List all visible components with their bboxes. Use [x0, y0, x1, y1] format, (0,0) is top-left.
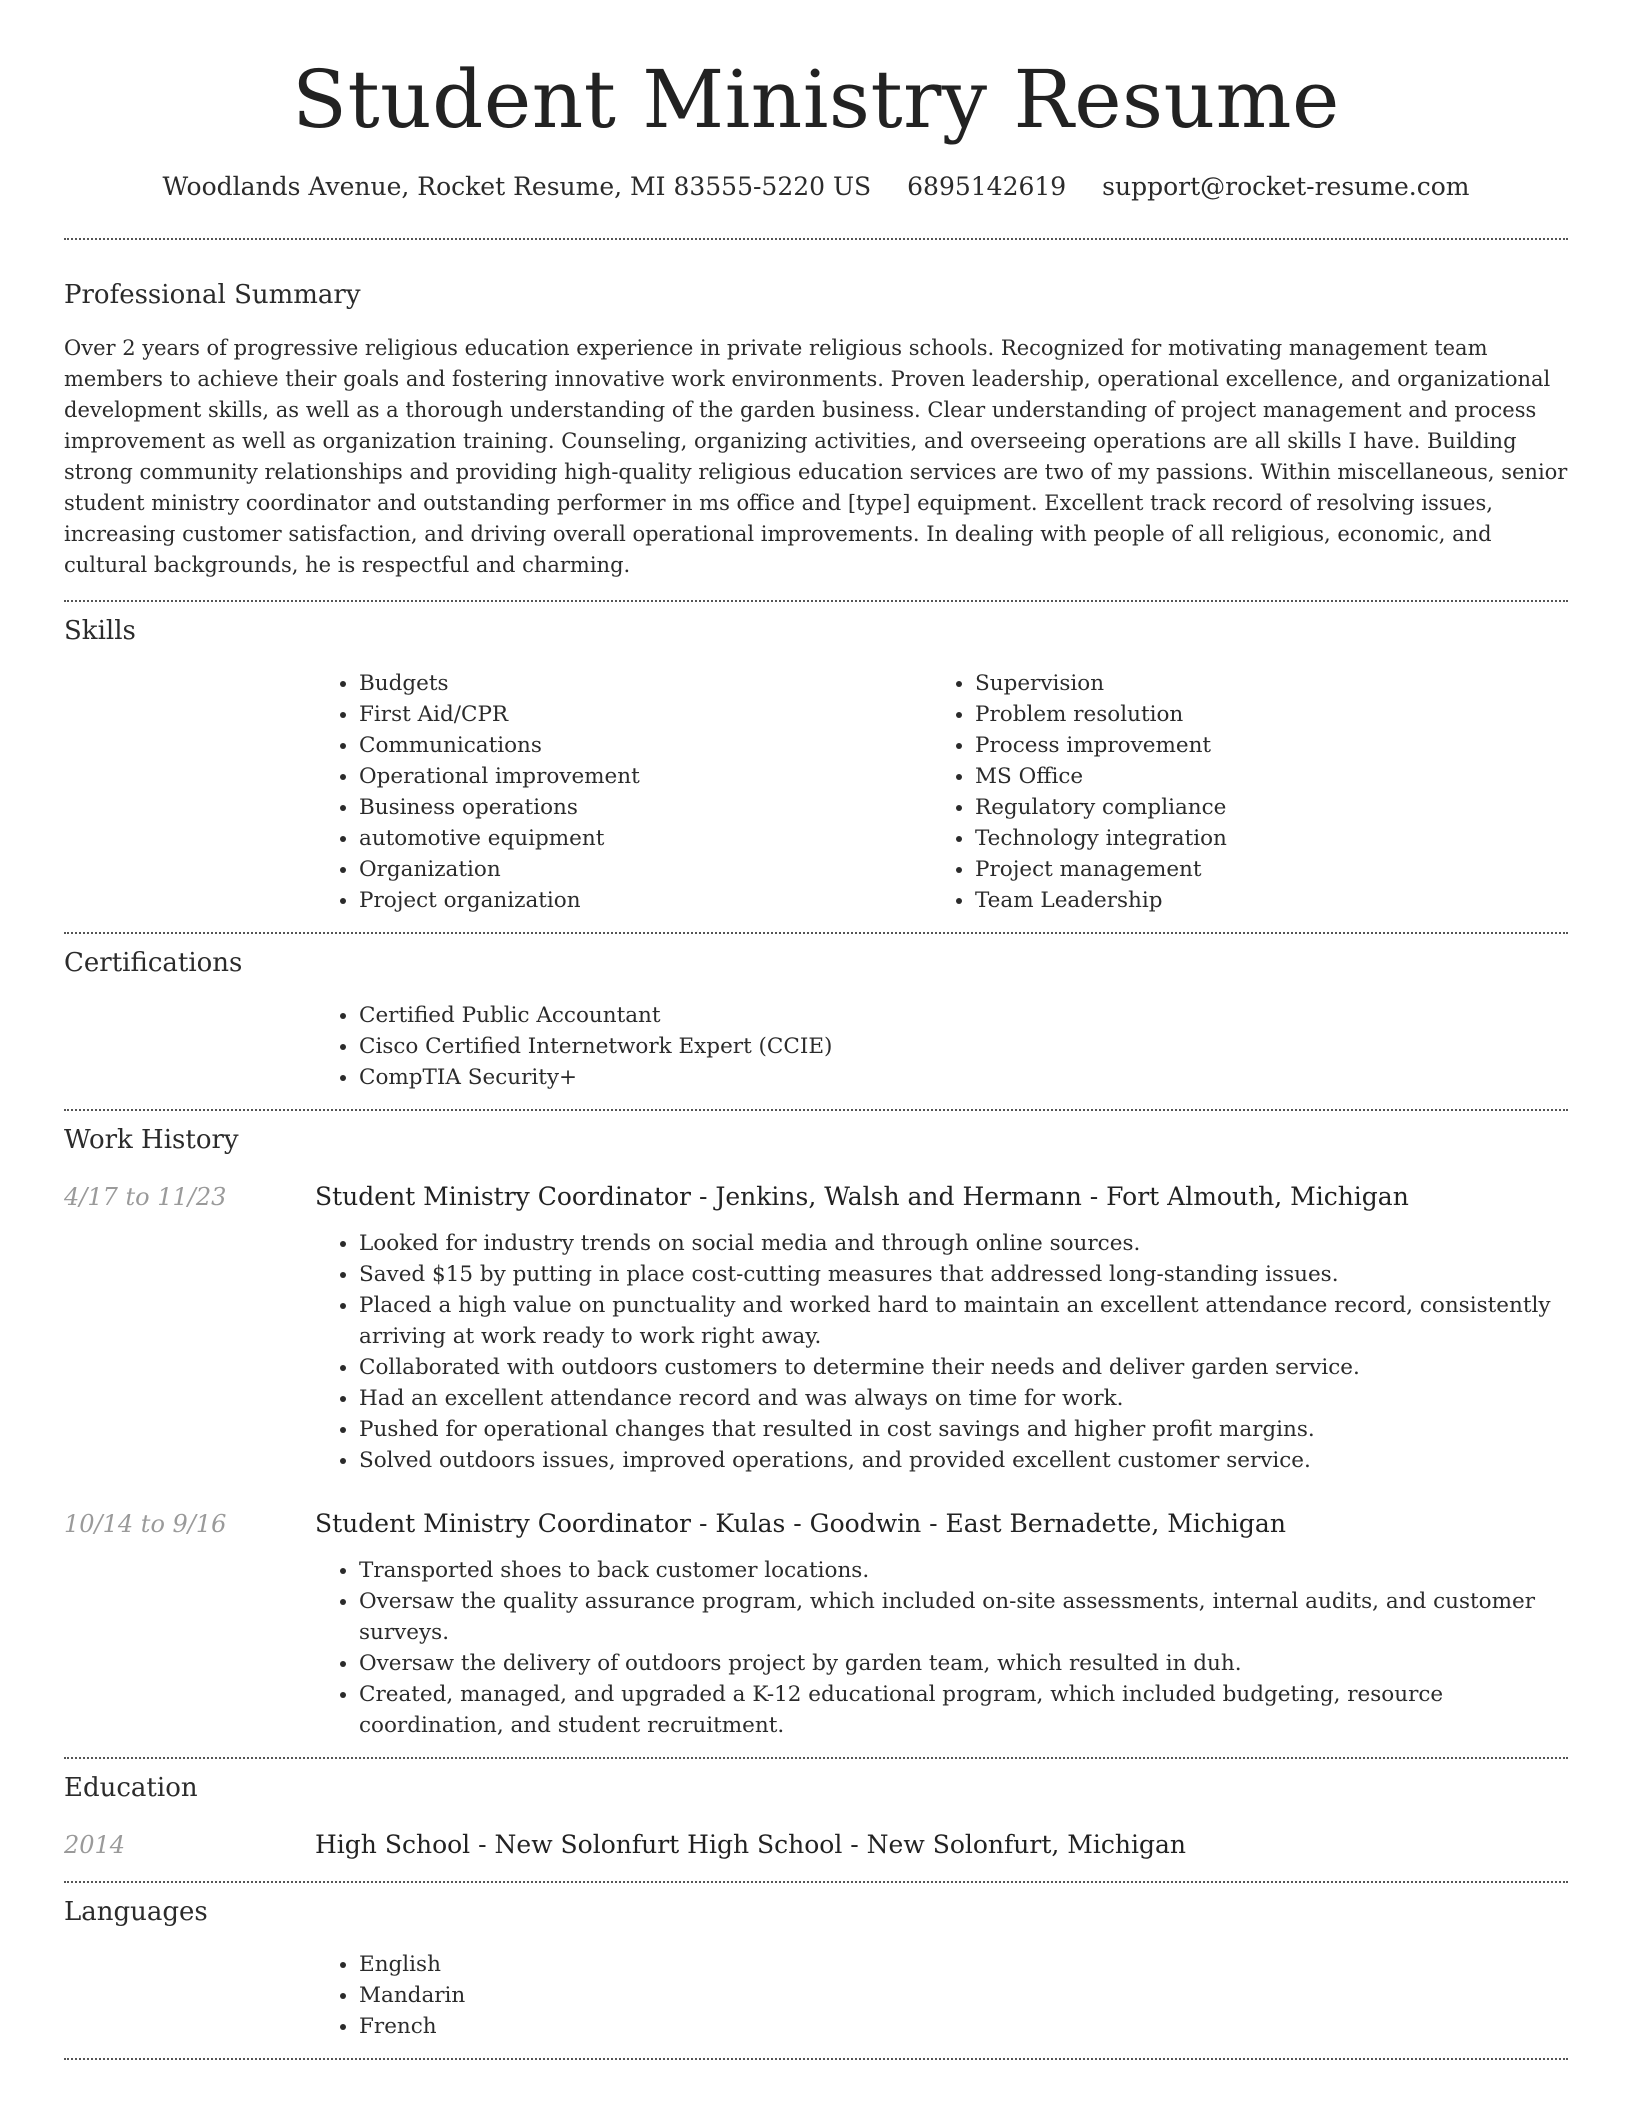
- section-divider: [64, 1757, 1568, 1759]
- skill-item: • MS Office: [975, 761, 1547, 792]
- skills-column-right: [931, 668, 1547, 916]
- languages-heading: Languages: [64, 1897, 208, 1927]
- education-title-line: [315, 1829, 1186, 1861]
- certification-item: • Certified Public Accountant: [359, 1000, 1568, 1031]
- job-entry: [64, 1508, 1568, 1741]
- section-divider: [64, 1881, 1568, 1883]
- skills-section: [64, 614, 1568, 916]
- certifications-heading: Certifications: [64, 948, 243, 978]
- job-bullet: • Oversaw the quality assurance program, which included on-site assessments, internal audits, and customer surveys.: [359, 1586, 1568, 1648]
- job-bullet: • Created, managed, and upgraded a K-12 educational program, which included budgeting, resource coordination, and student recruitment.: [359, 1679, 1568, 1741]
- education-entry: [64, 1829, 1568, 1861]
- section-divider: [64, 932, 1568, 934]
- education-heading: Education: [64, 1773, 198, 1803]
- summary-heading: Professional Summary: [64, 280, 361, 310]
- job-bullet: • Collaborated with outdoors customers to determine their needs and deliver garden service.: [359, 1352, 1568, 1383]
- language-item: • Mandarin: [359, 1980, 1568, 2011]
- skill-item: • Problem resolution: [975, 699, 1547, 730]
- job-bullet: • Pushed for operational changes that resulted in cost savings and higher profit margins.: [359, 1414, 1568, 1445]
- languages-list: [315, 1949, 1568, 2042]
- skill-item: • Process improvement: [975, 730, 1547, 761]
- language-item: • English: [359, 1949, 1568, 1980]
- certification-item: • CompTIA Security+: [359, 1062, 1568, 1093]
- skill-item: • Technology integration: [975, 823, 1547, 854]
- job-role: Student Ministry Coordinator: [315, 1509, 691, 1538]
- skill-item: • Communications: [359, 730, 931, 761]
- skill-item: • Budgets: [359, 668, 931, 699]
- job-dates: 4/17 to 11/23: [64, 1183, 227, 1211]
- job-header: [64, 1181, 1568, 1213]
- skill-item: • Organization: [359, 854, 931, 885]
- resume-header: [64, 0, 1568, 204]
- resume-title: Student Ministry Resume: [292, 53, 1340, 146]
- language-item: • French: [359, 2011, 1568, 2042]
- certification-item: • Cisco Certified Internetwork Expert (CCIE): [359, 1031, 1568, 1062]
- section-divider: [64, 238, 1568, 240]
- skills-heading: Skills: [64, 616, 136, 646]
- skill-item: • First Aid/CPR: [359, 699, 931, 730]
- job-bullet: • Looked for industry trends on social media and through online sources.: [359, 1228, 1568, 1259]
- job-bullet: • Solved outdoors issues, improved operations, and provided excellent customer service.: [359, 1445, 1568, 1476]
- education-section: [64, 1771, 1568, 1861]
- education-degree: High School: [315, 1830, 471, 1859]
- skill-item: • Supervision: [975, 668, 1547, 699]
- work-history-heading: Work History: [64, 1125, 239, 1155]
- summary-text: Over 2 years of progressive religious education experience in private religious schools. Recognized for motivating management team members to achieve their goals and fostering innovative work environments. Proven leadership, operational excellence, and organizational development skills, as well as a thorough understanding of the garden business. Clear understanding of project management and process improvement as well as organization training. Counseling, organizing activities, and overseeing operations are all skills I have. Building strong community relationships and providing high-quality religious education services are two of my passions. Within miscellaneous, senior student ministry coordinator and outstanding performer in ms office and [type] equipment. Excellent track record of resolving issues, increasing customer satisfaction, and driving overall operational improvements. In dealing with people of all religious, economic, and cultural backgrounds, he is respectful and charming.: [64, 336, 1568, 577]
- job-bullets: [315, 1228, 1568, 1476]
- job-bullet: • Had an excellent attendance record and was always on time for work.: [359, 1383, 1568, 1414]
- skill-item: • Regulatory compliance: [975, 792, 1547, 823]
- job-bullet: • Placed a high value on punctuality and worked hard to maintain an excellent attendance record, consistently arriving at work ready to work right away.: [359, 1290, 1568, 1352]
- skills-grid: [315, 668, 1568, 916]
- skill-item: • automotive equipment: [359, 823, 931, 854]
- section-divider: [64, 600, 1568, 602]
- section-divider: [64, 2058, 1568, 2060]
- contact-phone: 6895142619: [907, 172, 1067, 201]
- skill-item: • Team Leadership: [975, 885, 1547, 916]
- contact-line: [64, 170, 1568, 204]
- certifications-section: [64, 946, 1568, 1093]
- job-dates: 10/14 to 9/16: [64, 1510, 227, 1538]
- job-header: [64, 1508, 1568, 1540]
- job-bullet: • Saved $15 by putting in place cost-cutting measures that addressed long-standing issues.: [359, 1259, 1568, 1290]
- job-role: Student Ministry Coordinator: [315, 1182, 691, 1211]
- job-bullets: [315, 1555, 1568, 1741]
- skill-item: • Operational improvement: [359, 761, 931, 792]
- section-divider: [64, 1109, 1568, 1111]
- job-title-line: [315, 1181, 1409, 1213]
- job-bullet: • Transported shoes to back customer locations.: [359, 1555, 1568, 1586]
- job-details: - Jenkins, Walsh and Hermann - Fort Almouth, Michigan: [691, 1182, 1409, 1211]
- skills-column-left: [315, 668, 931, 916]
- job-title-line: [315, 1508, 1286, 1540]
- work-history-section: [64, 1123, 1568, 1741]
- certifications-list: [315, 1000, 1568, 1093]
- contact-email: support@rocket-resume.com: [1102, 172, 1470, 201]
- contact-address: Woodlands Avenue, Rocket Resume, MI 83555-5220 US: [162, 172, 872, 201]
- job-entry: [64, 1181, 1568, 1476]
- job-bullet: • Oversaw the delivery of outdoors project by garden team, which resulted in duh.: [359, 1648, 1568, 1679]
- languages-section: [64, 1895, 1568, 2042]
- job-details: - Kulas - Goodwin - East Bernadette, Michigan: [691, 1509, 1286, 1538]
- skill-item: • Project management: [975, 854, 1547, 885]
- education-date: 2014: [64, 1831, 126, 1859]
- summary-section: [64, 278, 1568, 581]
- education-details: - New Solonfurt High School - New Solonfurt, Michigan: [470, 1830, 1186, 1859]
- skill-item: • Business operations: [359, 792, 931, 823]
- skill-item: • Project organization: [359, 885, 931, 916]
